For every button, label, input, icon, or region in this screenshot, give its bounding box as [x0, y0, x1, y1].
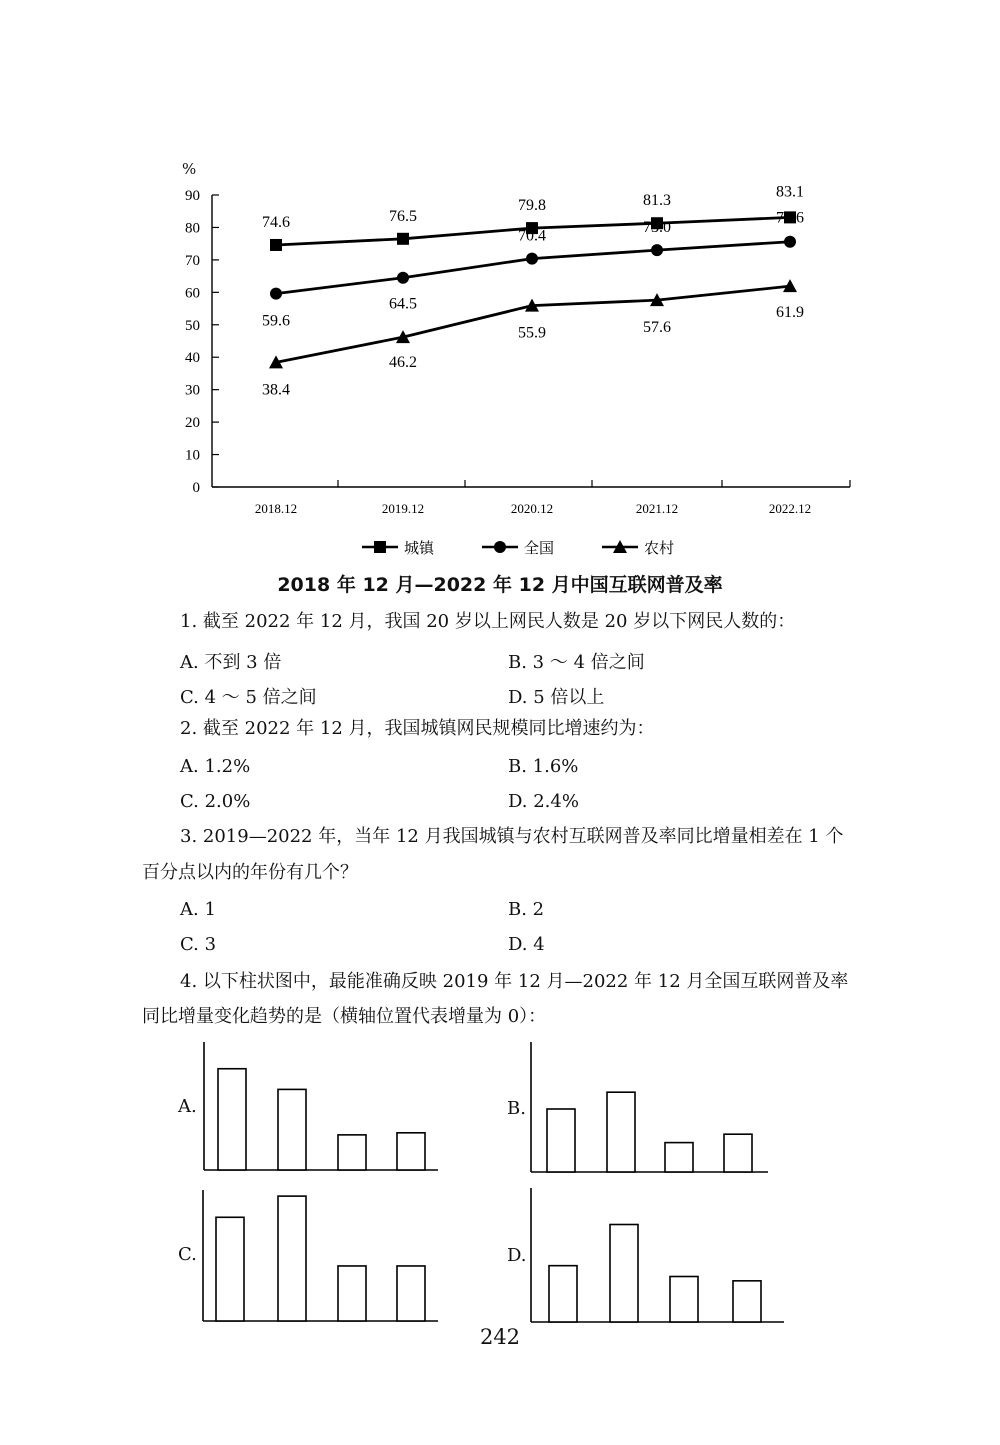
bar-option-a-bar: [397, 1133, 425, 1170]
question-4-line-1: 4. 以下柱状图中，最能准确反映 2019 年 12 月—2022 年 12 月全国互联网普及率: [180, 971, 849, 992]
legend-label: 农村: [644, 539, 675, 557]
data-point-circle: [526, 253, 538, 265]
question-1-option-a[interactable]: A. 不到 3 倍: [180, 652, 282, 673]
data-label: 57.6: [643, 319, 671, 337]
legend-marker-circle: [494, 541, 506, 553]
question-2-option-b[interactable]: B. 1.6%: [508, 756, 579, 777]
data-label: 79.8: [518, 197, 546, 215]
data-label: 73.0: [643, 219, 671, 237]
data-label: 81.3: [643, 192, 671, 210]
x-tick-label: 2018.12: [254, 501, 298, 516]
data-label: 46.2: [389, 354, 417, 372]
y-tick-label: 80: [185, 220, 200, 237]
bar-option-a-bar: [218, 1069, 246, 1170]
bar-option-b-bar: [724, 1134, 752, 1172]
question-2-option-c[interactable]: C. 2.0%: [180, 791, 251, 812]
x-tick-label: 2021.12: [635, 501, 679, 516]
question-1-option-b[interactable]: B. 3 ～ 4 倍之间: [508, 652, 645, 673]
question-3-option-c[interactable]: C. 3: [180, 934, 217, 955]
bar-option-b-bar: [607, 1092, 635, 1172]
page-number: 242: [479, 1325, 521, 1349]
x-tick-label: 2020.12: [510, 501, 554, 516]
question-3-line-1: 3. 2019—2022 年，当年 12 月我国城镇与农村互联网普及率同比增量相差在 1 个: [180, 826, 844, 847]
y-tick-label: 40: [185, 350, 200, 367]
data-label: 83.1: [776, 183, 804, 201]
data-label: 38.4: [262, 381, 290, 399]
y-tick-label: 10: [185, 447, 200, 464]
chart-title: 2018 年 12 月—2022 年 12 月中国互联网普及率: [277, 574, 723, 596]
data-point-circle: [651, 244, 663, 256]
question-2-line-1: 2. 截至 2022 年 12 月，我国城镇网民规模同比增速约为：: [180, 718, 655, 739]
question-3-option-d[interactable]: D. 4: [508, 934, 545, 955]
bar-option-b-label[interactable]: B.: [507, 1098, 526, 1119]
question-3-option-a[interactable]: A. 1: [180, 899, 216, 920]
y-tick-label: 70: [185, 252, 200, 269]
bar-option-d-bar: [549, 1266, 577, 1322]
bar-option-d-bar: [670, 1277, 698, 1323]
bar-option-c-bar: [397, 1266, 425, 1321]
data-label: 55.9: [518, 324, 546, 342]
bar-option-d-bar: [610, 1225, 638, 1323]
bar-option-b-bar: [665, 1143, 693, 1172]
bar-option-a-label[interactable]: A.: [178, 1096, 197, 1117]
data-label: 61.9: [776, 304, 804, 322]
question-2-option-a[interactable]: A. 1.2%: [180, 756, 251, 777]
question-1-option-d[interactable]: D. 5 倍以上: [508, 687, 605, 708]
y-tick-label: 60: [185, 285, 200, 302]
bar-option-d-label[interactable]: D.: [507, 1245, 527, 1266]
legend-marker-square: [374, 541, 386, 553]
question-3-line-2: 百分点以内的年份有几个？: [142, 862, 358, 883]
data-label: 75.6: [776, 209, 804, 227]
legend-label: 城镇: [404, 539, 435, 557]
bar-option-d-bar: [733, 1281, 761, 1322]
bar-option-c-label[interactable]: C.: [178, 1244, 197, 1265]
bar-option-c-bar: [338, 1266, 366, 1321]
bar-option-c-bar: [278, 1196, 306, 1321]
data-point-square: [397, 233, 409, 245]
bar-option-c-bar: [216, 1217, 244, 1321]
data-point-circle: [270, 288, 282, 300]
question-1-option-c[interactable]: C. 4 ～ 5 倍之间: [180, 687, 317, 708]
bar-option-a-bar: [338, 1135, 366, 1170]
y-tick-label: 20: [185, 415, 200, 432]
bar-option-b-bar: [547, 1109, 575, 1172]
y-tick-label: 0: [192, 480, 200, 496]
series-line-全国: [276, 242, 790, 294]
question-1-line-1: 1. 截至 2022 年 12 月，我国 20 岁以上网民人数是 20 岁以下网民人数的：: [180, 611, 796, 632]
question-2-option-d[interactable]: D. 2.4%: [508, 791, 579, 812]
data-label: 76.5: [389, 207, 417, 225]
data-point-circle: [397, 272, 409, 284]
question-4-line-2: 同比增量变化趋势的是（横轴位置代表增量为 0）：: [142, 1006, 547, 1027]
y-tick-label: 50: [185, 317, 200, 334]
line-chart: [0, 0, 1000, 570]
data-label: 74.6: [262, 213, 290, 231]
y-tick-label: 30: [185, 382, 200, 399]
x-tick-label: 2019.12: [381, 501, 425, 516]
data-point-circle: [784, 236, 796, 248]
data-label: 64.5: [389, 295, 417, 313]
data-label: 59.6: [262, 312, 290, 330]
data-label: 70.4: [518, 227, 546, 245]
bar-option-a-bar: [278, 1089, 306, 1170]
y-tick-label: 90: [185, 188, 200, 204]
y-axis-unit: %: [182, 160, 197, 178]
legend-label: 全国: [524, 539, 555, 557]
data-point-square: [270, 239, 282, 251]
x-tick-label: 2022.12: [768, 501, 812, 516]
question-3-option-b[interactable]: B. 2: [508, 899, 545, 920]
